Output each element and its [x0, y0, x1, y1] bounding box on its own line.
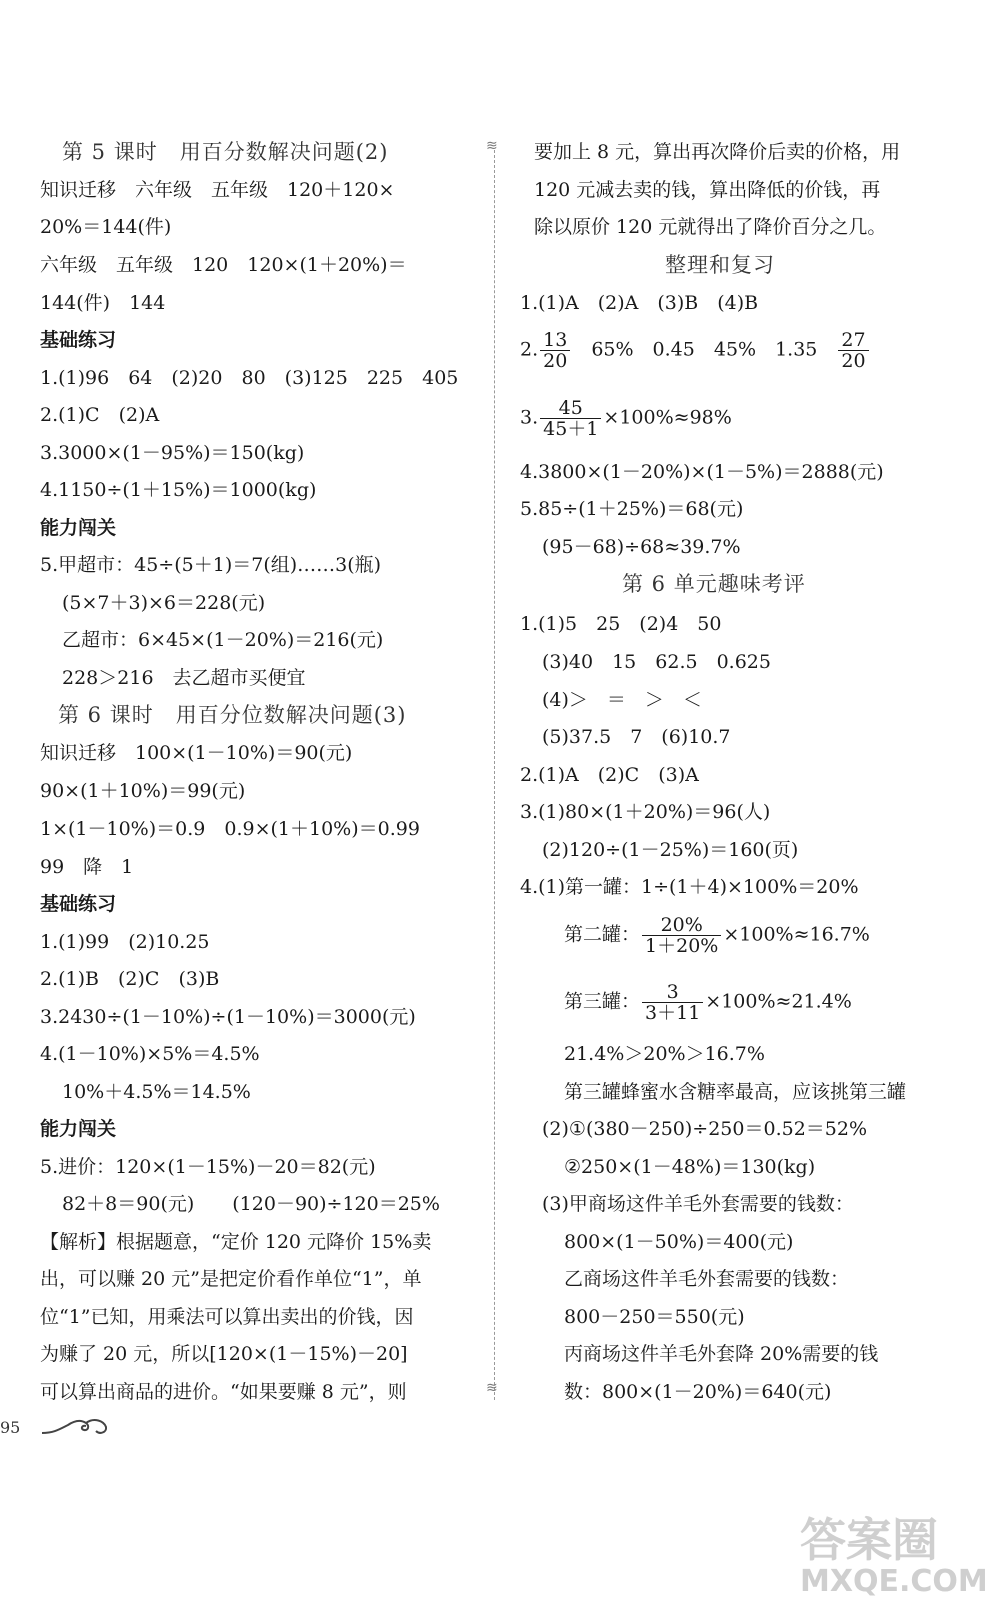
answer-line: 2.(1)B (2)C (3)B [40, 968, 220, 990]
lesson-6-title: 第 6 课时 用百分位数解决问题(3) [58, 703, 407, 727]
answer-line: 1.(1)99 (2)10.25 [40, 931, 210, 953]
divider-ornament-icon: ≋ [486, 1380, 498, 1396]
analysis-line: 除以原价 120 元就得出了降价百分之几。 [534, 216, 887, 238]
answer-line-fractions: 第二罐： $\frac{20\%}{1+20\%}$ ×100%≈16.7% [564, 914, 870, 957]
answer-line: ②250×(1－48%)＝130(kg) [564, 1156, 816, 1178]
answer-line: 800－250＝550(元) [564, 1306, 745, 1328]
answer-line: 第三罐蜂蜜水含糖率最高，应该挑第三罐 [564, 1081, 907, 1103]
answer-line: 六年级 五年级 120 120×(1＋20%)＝ [40, 254, 407, 276]
answer-line: 3.2430÷(1－10%)÷(1－10%)＝3000(元) [40, 1006, 416, 1028]
fraction: $\frac{27}{20}$ [838, 330, 868, 371]
answer-line: (3)40 15 62.5 0.625 [542, 651, 771, 673]
review-title: 整理和复习 [665, 253, 775, 277]
answer-line: 1.(1)5 25 (2)4 50 [520, 613, 722, 635]
answer-line: 知识迁移 100×(1－10%)＝90(元) [40, 742, 353, 764]
answer-line: 5.85÷(1＋25%)＝68(元) [520, 498, 744, 520]
answer-line: (5)37.5 7 (6)10.7 [542, 726, 731, 748]
unit-6-title: 第 6 单元趣味考评 [622, 572, 806, 596]
fraction: $\frac{20\%}{1+20\%}$ [642, 915, 721, 956]
answer-line-fractions: 3. $\frac{45}{45+1}$ ×100%≈98% [520, 397, 732, 440]
column-divider [494, 150, 495, 1400]
answer-line: 2.(1)C (2)A [40, 404, 160, 426]
answer-line: 1.(1)96 64 (2)20 80 (3)125 225 405 [40, 367, 459, 389]
answer-line: 3.(1)80×(1＋20%)＝96(人) [520, 801, 771, 823]
analysis-line: 为赚了 20 元，所以[120×(1－15%)－20] [40, 1343, 408, 1365]
analysis-line: 【解析】根据题意，“定价 120 元降价 15%卖 [40, 1231, 432, 1253]
answer-line: 4.(1－10%)×5%＝4.5% [40, 1043, 260, 1065]
answer-line: 10%＋4.5%＝14.5% [62, 1081, 251, 1103]
answer-line: 21.4%＞20%＞16.7% [564, 1043, 765, 1065]
fraction: $\frac{13}{20}$ [540, 330, 570, 371]
answer-line: 800×(1－50%)＝400(元) [564, 1231, 794, 1253]
answer-line: 82＋8＝90(元) (120－90)÷120＝25% [62, 1193, 440, 1215]
analysis-line: 要加上 8 元，算出再次降价后卖的价格，用 [534, 141, 901, 163]
answer-line: 乙超市：6×45×(1－20%)＝216(元) [62, 629, 384, 651]
answer-line: 144(件) 144 [40, 292, 166, 314]
analysis-line: 可以算出商品的进价。“如果要赚 8 元”，则 [40, 1381, 407, 1403]
analysis-line: 120 元减去卖的钱，算出降低的价钱，再 [534, 179, 881, 201]
answer-line: 数：800×(1－20%)＝640(元) [564, 1381, 832, 1403]
answer-line: 4.3800×(1－20%)×(1－5%)＝2888(元) [520, 461, 884, 483]
answer-line: 20%＝144(件) [40, 216, 172, 238]
answer-line: 1×(1－10%)＝0.9 0.9×(1＋10%)＝0.99 [40, 818, 420, 840]
answer-line: (4)＞ ＝ ＞ ＜ [542, 689, 702, 711]
section-ability: 能力闯关 [40, 1118, 117, 1140]
divider-ornament-icon: ≋ [486, 138, 498, 154]
answer-line: (2)①(380－250)÷250＝0.52＝52% [542, 1118, 868, 1140]
fraction: $\frac{45}{45+1}$ [540, 398, 601, 439]
answer-line: 4.(1)第一罐：1÷(1＋4)×100%＝20% [520, 876, 859, 898]
fraction: $\frac{3}{3+11}$ [642, 982, 703, 1023]
answer-line: 1.(1)A (2)A (3)B (4)B [520, 292, 759, 314]
answer-line: 99 降 1 [40, 856, 134, 878]
answer-line: 90×(1＋10%)＝99(元) [40, 780, 246, 802]
answer-line: 5.进价：120×(1－15%)－20＝82(元) [40, 1156, 376, 1178]
answer-line: 3.3000×(1－95%)＝150(kg) [40, 442, 305, 464]
answer-line: (5×7＋3)×6＝228(元) [62, 592, 266, 614]
watermark-logo: 答案圈 MXQE.COM [800, 1513, 988, 1599]
section-basic-practice: 基础练习 [40, 893, 117, 915]
answer-line-fractions: 2. $\frac{13}{20}$ 65% 0.45 45% 1.35 $\frac{27}{20}$ [520, 330, 871, 371]
answer-line-fractions: 第三罐： $\frac{3}{3+11}$ ×100%≈21.4% [564, 981, 852, 1024]
section-ability: 能力闯关 [40, 517, 117, 539]
page-number: 95 [0, 1418, 21, 1437]
section-basic-practice: 基础练习 [40, 329, 117, 351]
answer-line: 4.1150÷(1＋15%)＝1000(kg) [40, 479, 317, 501]
answer-line: 5.甲超市：45÷(5＋1)＝7(组)……3(瓶) [40, 554, 382, 576]
answer-line: 2.(1)A (2)C (3)A [520, 764, 699, 786]
answer-line: 乙商场这件羊毛外套需要的钱数： [564, 1268, 850, 1290]
answer-line: (3)甲商场这件羊毛外套需要的钱数： [542, 1193, 854, 1215]
answer-line: (95－68)÷68≈39.7% [542, 536, 741, 558]
answer-line: 228＞216 去乙超市买便宜 [62, 667, 306, 689]
analysis-line: 出，可以赚 20 元”是把定价看作单位“1”，单 [40, 1268, 422, 1290]
lesson-5-title: 第 5 课时 用百分数解决问题(2) [62, 140, 389, 164]
answer-line: (2)120÷(1－25%)＝160(页) [542, 839, 799, 861]
answer-line: 丙商场这件羊毛外套降 20%需要的钱 [564, 1343, 879, 1365]
answer-line: 知识迁移 六年级 五年级 120＋120× [40, 179, 395, 201]
cloud-ornament-icon [40, 1415, 110, 1439]
analysis-line: 位“1”已知，用乘法可以算出卖出的价钱，因 [40, 1306, 414, 1328]
